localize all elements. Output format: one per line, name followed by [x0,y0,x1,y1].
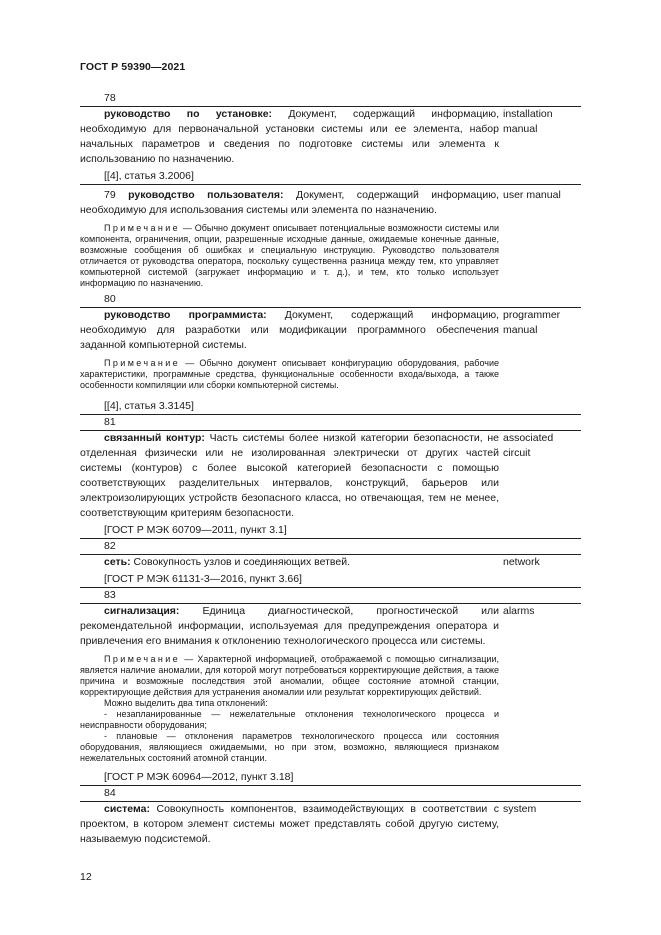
definition: Документ, содержащий информацию, необходимую для использования системы или элемента по назначению. [80,189,499,216]
definition: Единица диагностической, прогностической или рекомендательной информации, используемая для предупреждения оператора и привлечения его внимания к отклонению технологического процесса или системы. [80,605,499,647]
term-entry-80 [80,292,581,415]
definition: Совокупность компонентов, взаимодействующих в соответствии с проектом, в котором элемент системы может представлять собой другую систему, называемую подсистемой. [80,803,499,845]
reference: [ГОСТ Р МЭК 60964—2012, пункт 3.18] [104,771,294,783]
term-entry-82 [80,539,581,588]
english-term: user manual [503,189,561,201]
entry-number: 80 [104,293,116,305]
russian-definition [80,802,501,847]
definition: Совокупность узлов и соединяющих ветвей. [130,556,351,568]
term-entry-84 [80,786,581,847]
note-text: — Обычно документ описывает конфигурацию оборудования, рабочие характеристики, программные средства, функциональные особенности входа/выхода, а также особенности компиляции или сборки компьютерной системы. [80,358,499,390]
english-term: installation manual [503,108,553,135]
definition: Документ, содержащий информацию, необходимую для разработки или модификации программного обеспечения заданной компьютерной системы. [80,309,499,351]
term: руководство пользователя: [128,189,284,201]
term-entry-83 [80,588,581,786]
entry-number: 82 [104,540,116,552]
entry-number: 84 [104,787,116,799]
reference: [ГОСТ Р МЭК 60709—2011, пункт 3.1] [104,524,287,536]
entry-number: 79 [104,189,116,201]
russian-definition [80,107,501,184]
note-text: — Характерной информацией, отображаемой с помощью сигнализации, является наличие аномалии, для которой могут потребоваться корректирующие действия, а также причина и возможные последствия этой аномалии, общее состояние атомной станции, корректирующие действия для устранения аномалии или результат корректирующих действий. [80,654,499,697]
russian-definition [80,308,501,414]
english-term: programmer manual [503,309,561,336]
note [80,223,499,289]
english-term: network [503,556,540,568]
english-term: alarms [503,605,535,617]
note-text: — Обычно документ описывает потенциальные возможности системы или компонента, ограничения, опции, разрешенные исходные данные, ожидаемые конечные данные, возможные сообщения об ошибках и специальную инструкцию. Руководство пользователя отличается от руководства оператора, поскольку существенна разница между тем, кто управляет компьютерной системой (загружает информацию и т. д.), и тем, кто только использует информацию по назначению. [80,223,499,288]
note-line: - плановые — отклонения параметров технологического процесса или состояния оборудования, являющиеся ожидаемыми, но при этом, возможно, являющиеся признаком нежелательных состояний атомной станции. [80,731,499,763]
note-line: Можно выделить два типа отклонений: [104,698,268,708]
term-entry-81 [80,415,581,539]
note [80,654,499,698]
reference: [[4], статья 3.3145] [104,400,194,412]
note-label: Примечание [104,654,181,664]
page-number: 12 [80,871,92,883]
russian-definition [80,604,501,785]
definition: Документ, содержащий информацию, необходимую для первоначальной установки системы или ее элемента, набор начальных параметров и сведения по подготовке системы или элемента к использованию по назначению. [80,108,499,165]
term-entry-79 [80,185,581,289]
term-entry-78 [80,91,581,185]
term: сигнализация: [104,605,180,617]
terms-table [80,91,581,847]
note-line: - незапланированные — нежелательные отклонения технологического процесса и неисправности оборудования; [80,709,499,730]
note-list [80,698,499,764]
entry-number: 81 [104,416,116,428]
russian-definition [80,431,501,538]
note-label: Примечание [104,358,181,368]
russian-definition [80,185,501,289]
reference: [ГОСТ Р МЭК 61131-3—2016, пункт 3.66] [104,573,302,585]
term: система: [104,803,150,815]
reference: [[4], статья 3.2006] [104,170,194,182]
definition: Часть системы более низкой категории безопасности, не отделенная физически или не изолированная электрически от других частей системы (контуров) с более высокой категорией безопасности с помощью соответствующих разделительных интервалов, конструкций, барьеров или электроизолирующих устройств безопасного класса, но отвечающая, тем не менее, соответствующим критериям безопасности. [80,432,499,519]
term: руководство программиста: [104,309,267,321]
note [80,358,499,391]
english-term: system [503,803,537,815]
entry-number: 83 [104,589,116,601]
russian-definition [80,555,501,587]
term: сеть: [104,556,131,568]
term: связанный контур: [104,432,205,444]
english-term: associated circuit [503,432,554,459]
document-header: ГОСТ Р 59390—2021 [80,61,186,73]
note-label: Примечание [104,223,181,233]
term: руководство по установке: [104,108,273,120]
entry-number: 78 [104,92,116,104]
